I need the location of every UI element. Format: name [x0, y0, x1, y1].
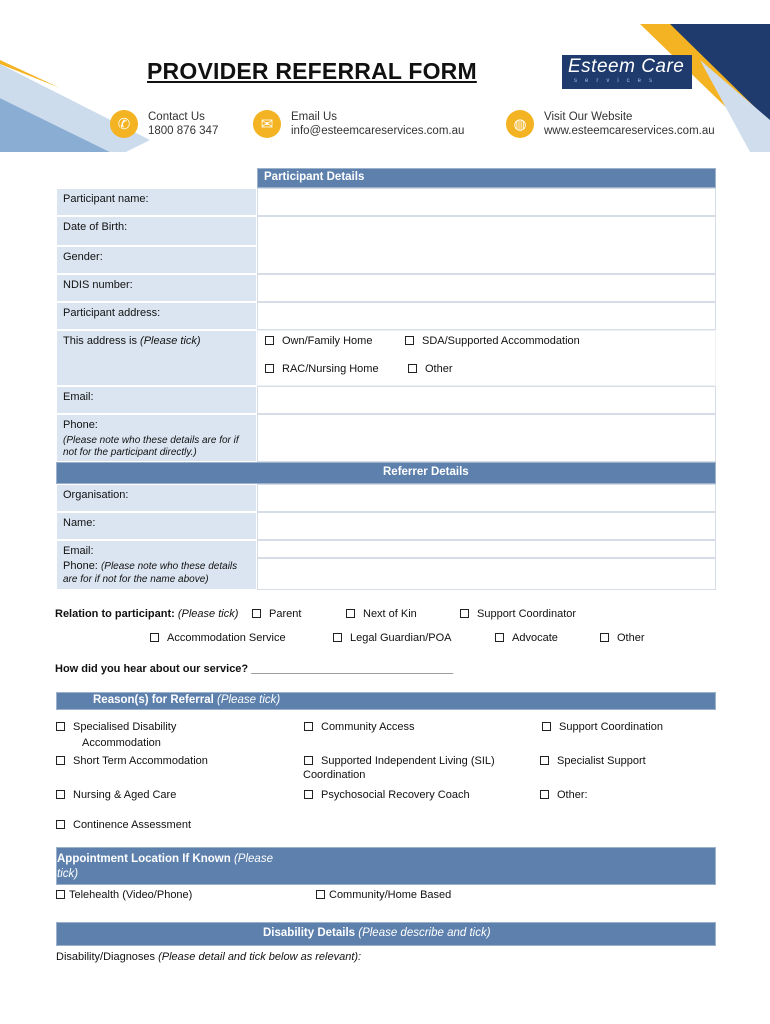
contact-label: Visit Our Website	[544, 111, 633, 123]
organisation-label: Organisation:	[56, 484, 257, 512]
contact-value: 1800 876 347	[148, 125, 219, 137]
option-label: Legal Guardian/POA	[350, 632, 452, 644]
option-label: Own/Family Home	[282, 335, 373, 347]
disability-hint: (Please describe and tick)	[358, 927, 491, 939]
option-label: Supported Independent Living (SIL)	[321, 755, 495, 767]
brand-logo	[562, 55, 692, 89]
option-own-family-home[interactable]	[265, 334, 372, 348]
reason-community-access[interactable]	[304, 720, 415, 734]
reason-specialised-disability-cont: Accommodation	[82, 737, 161, 749]
logo-subtext: services	[574, 78, 661, 84]
relation-accommodation-service[interactable]	[150, 631, 286, 645]
participant-phone-label	[56, 414, 257, 462]
checkbox[interactable]	[346, 609, 355, 618]
referrer-phone-text: Phone:	[63, 560, 98, 572]
checkbox[interactable]	[265, 336, 274, 345]
reason-specialised-disability[interactable]	[56, 720, 176, 734]
gender-label: Gender:	[56, 246, 257, 274]
reason-specialist-support[interactable]	[540, 754, 646, 768]
contact-website	[506, 110, 715, 138]
referrer-email-text: Email:	[63, 545, 94, 557]
participant-email-field[interactable]	[257, 386, 716, 414]
address-field[interactable]	[257, 302, 716, 330]
checkbox[interactable]	[540, 756, 549, 765]
relation-other[interactable]	[600, 631, 645, 645]
checkbox[interactable]	[542, 722, 551, 731]
option-label: Accommodation Service	[167, 632, 286, 644]
option-label: Telehealth (Video/Phone)	[69, 889, 193, 901]
checkbox[interactable]	[304, 756, 313, 765]
phone-icon: ✆	[110, 110, 138, 138]
option-label: Short Term Accommodation	[73, 755, 208, 767]
ndis-label: NDIS number:	[56, 274, 257, 302]
organisation-field[interactable]	[257, 484, 716, 512]
appointment-header	[56, 847, 716, 885]
option-rac-nursing-home[interactable]	[265, 362, 379, 376]
checkbox[interactable]	[495, 633, 504, 642]
participant-phone-field[interactable]	[257, 414, 716, 462]
diagnoses-label	[56, 950, 361, 964]
checkbox[interactable]	[540, 790, 549, 799]
option-label: Next of Kin	[363, 608, 417, 620]
option-label: RAC/Nursing Home	[282, 363, 379, 375]
globe-icon: ◍	[506, 110, 534, 138]
address-label: Participant address:	[56, 302, 257, 330]
referrer-email-field[interactable]	[257, 540, 716, 558]
address-type-label	[56, 330, 257, 386]
option-label: Support Coordination	[559, 721, 663, 733]
reason-short-term-accommodation[interactable]	[56, 754, 208, 768]
participant-name-label: Participant name:	[56, 188, 257, 216]
envelope-icon: ✉	[253, 110, 281, 138]
reason-psychosocial[interactable]	[304, 788, 470, 802]
contact-email	[253, 110, 464, 138]
relation-parent[interactable]	[252, 607, 301, 621]
appointment-title: Appointment Location If Known	[57, 853, 231, 865]
checkbox[interactable]	[56, 756, 65, 765]
phone-text: Phone:	[63, 419, 98, 431]
option-label: Other:	[557, 789, 588, 801]
reason-sil-cont: Coordination	[303, 769, 366, 781]
contact-website-link[interactable]: www.esteemcareservices.com.au	[544, 125, 715, 137]
referrer-phone-note: (Please note who these details are for if not for the name above)	[63, 561, 238, 585]
participant-details-header: Participant Details	[257, 168, 716, 188]
participant-name-field[interactable]	[257, 188, 716, 216]
ndis-field[interactable]	[257, 274, 716, 302]
checkbox[interactable]	[333, 633, 342, 642]
appointment-hint: (Please	[233, 853, 273, 865]
relation-support-coordinator[interactable]	[460, 607, 576, 621]
hear-about-field[interactable]: How did you hear about our service? _________________________________	[55, 663, 454, 675]
contact-label: Contact Us	[148, 111, 205, 123]
relation-legal-guardian[interactable]	[333, 631, 452, 645]
option-label: Other	[425, 363, 453, 375]
checkbox[interactable]	[304, 790, 313, 799]
relation-label	[55, 607, 238, 621]
participant-email-label: Email:	[56, 386, 257, 414]
option-label: Community/Home Based	[329, 889, 452, 901]
option-label: Parent	[269, 608, 302, 620]
reason-continence-assessment[interactable]	[56, 818, 191, 832]
diagnoses-text: Disability/Diagnoses	[56, 951, 156, 963]
diagnoses-hint: (Please detail and tick below as relevant):	[158, 951, 362, 963]
reason-support-coordination[interactable]	[542, 720, 663, 734]
referrer-contact-label	[56, 540, 257, 590]
reason-sil[interactable]	[304, 754, 495, 768]
option-label: Community Access	[321, 721, 415, 733]
reasons-hint: (Please tick)	[217, 694, 281, 706]
disability-details-header	[56, 922, 716, 946]
option-label: SDA/Supported Accommodation	[422, 335, 580, 347]
appointment-hint-cont: tick)	[57, 868, 79, 880]
appointment-community[interactable]	[316, 888, 451, 902]
contact-phone	[110, 110, 218, 138]
checkbox[interactable]	[405, 336, 414, 345]
option-label: Nursing & Aged Care	[73, 789, 177, 801]
checkbox[interactable]	[304, 722, 313, 731]
address-type-text: This address is	[63, 335, 137, 347]
page-title: PROVIDER REFERRAL FORM	[147, 58, 477, 84]
reasons-header	[56, 692, 716, 710]
logo-text: Esteem Care	[568, 56, 685, 77]
relation-hint: (Please tick)	[177, 608, 239, 620]
checkbox[interactable]	[56, 722, 65, 731]
referrer-details-header: Referrer Details	[56, 462, 716, 484]
dob-label: Date of Birth:	[56, 216, 257, 246]
option-sda-supported[interactable]	[405, 334, 580, 348]
referrer-name-field[interactable]	[257, 512, 716, 540]
option-label: Specialist Support	[557, 755, 646, 767]
contact-label: Email Us	[291, 111, 338, 123]
phone-note: (Please note who these details are for if not for the participant directly.)	[63, 435, 239, 458]
address-type-hint: (Please tick)	[140, 335, 201, 347]
referrer-phone-field[interactable]	[257, 558, 716, 590]
checkbox[interactable]	[56, 820, 65, 829]
checkbox[interactable]	[150, 633, 159, 642]
reason-nursing-aged-care[interactable]	[56, 788, 176, 802]
relation-next-of-kin[interactable]	[346, 607, 417, 621]
reasons-title: Reason(s) for Referral	[93, 694, 214, 706]
contact-email-link[interactable]: info@esteemcareservices.com.au	[291, 125, 465, 137]
disability-title: Disability Details	[263, 927, 356, 939]
option-label: Psychosocial Recovery Coach	[321, 789, 470, 801]
option-label: Specialised Disability	[73, 721, 177, 733]
relation-text: Relation to participant:	[55, 608, 175, 620]
option-label: Other	[617, 632, 645, 644]
option-other-address[interactable]	[408, 362, 453, 376]
checkbox[interactable]	[252, 609, 261, 618]
appointment-telehealth[interactable]	[56, 888, 192, 902]
checkbox[interactable]	[56, 890, 65, 899]
option-label: Advocate	[512, 632, 558, 644]
checkbox[interactable]	[460, 609, 469, 618]
checkbox[interactable]	[265, 364, 274, 373]
checkbox[interactable]	[56, 790, 65, 799]
option-label: Continence Assessment	[73, 819, 192, 831]
checkbox[interactable]	[408, 364, 417, 373]
option-label: Support Coordinator	[477, 608, 577, 620]
reason-other[interactable]	[540, 788, 588, 802]
relation-advocate[interactable]	[495, 631, 558, 645]
checkbox[interactable]	[316, 890, 325, 899]
checkbox[interactable]	[600, 633, 609, 642]
referrer-name-label: Name:	[56, 512, 257, 540]
dob-field[interactable]	[257, 216, 716, 274]
